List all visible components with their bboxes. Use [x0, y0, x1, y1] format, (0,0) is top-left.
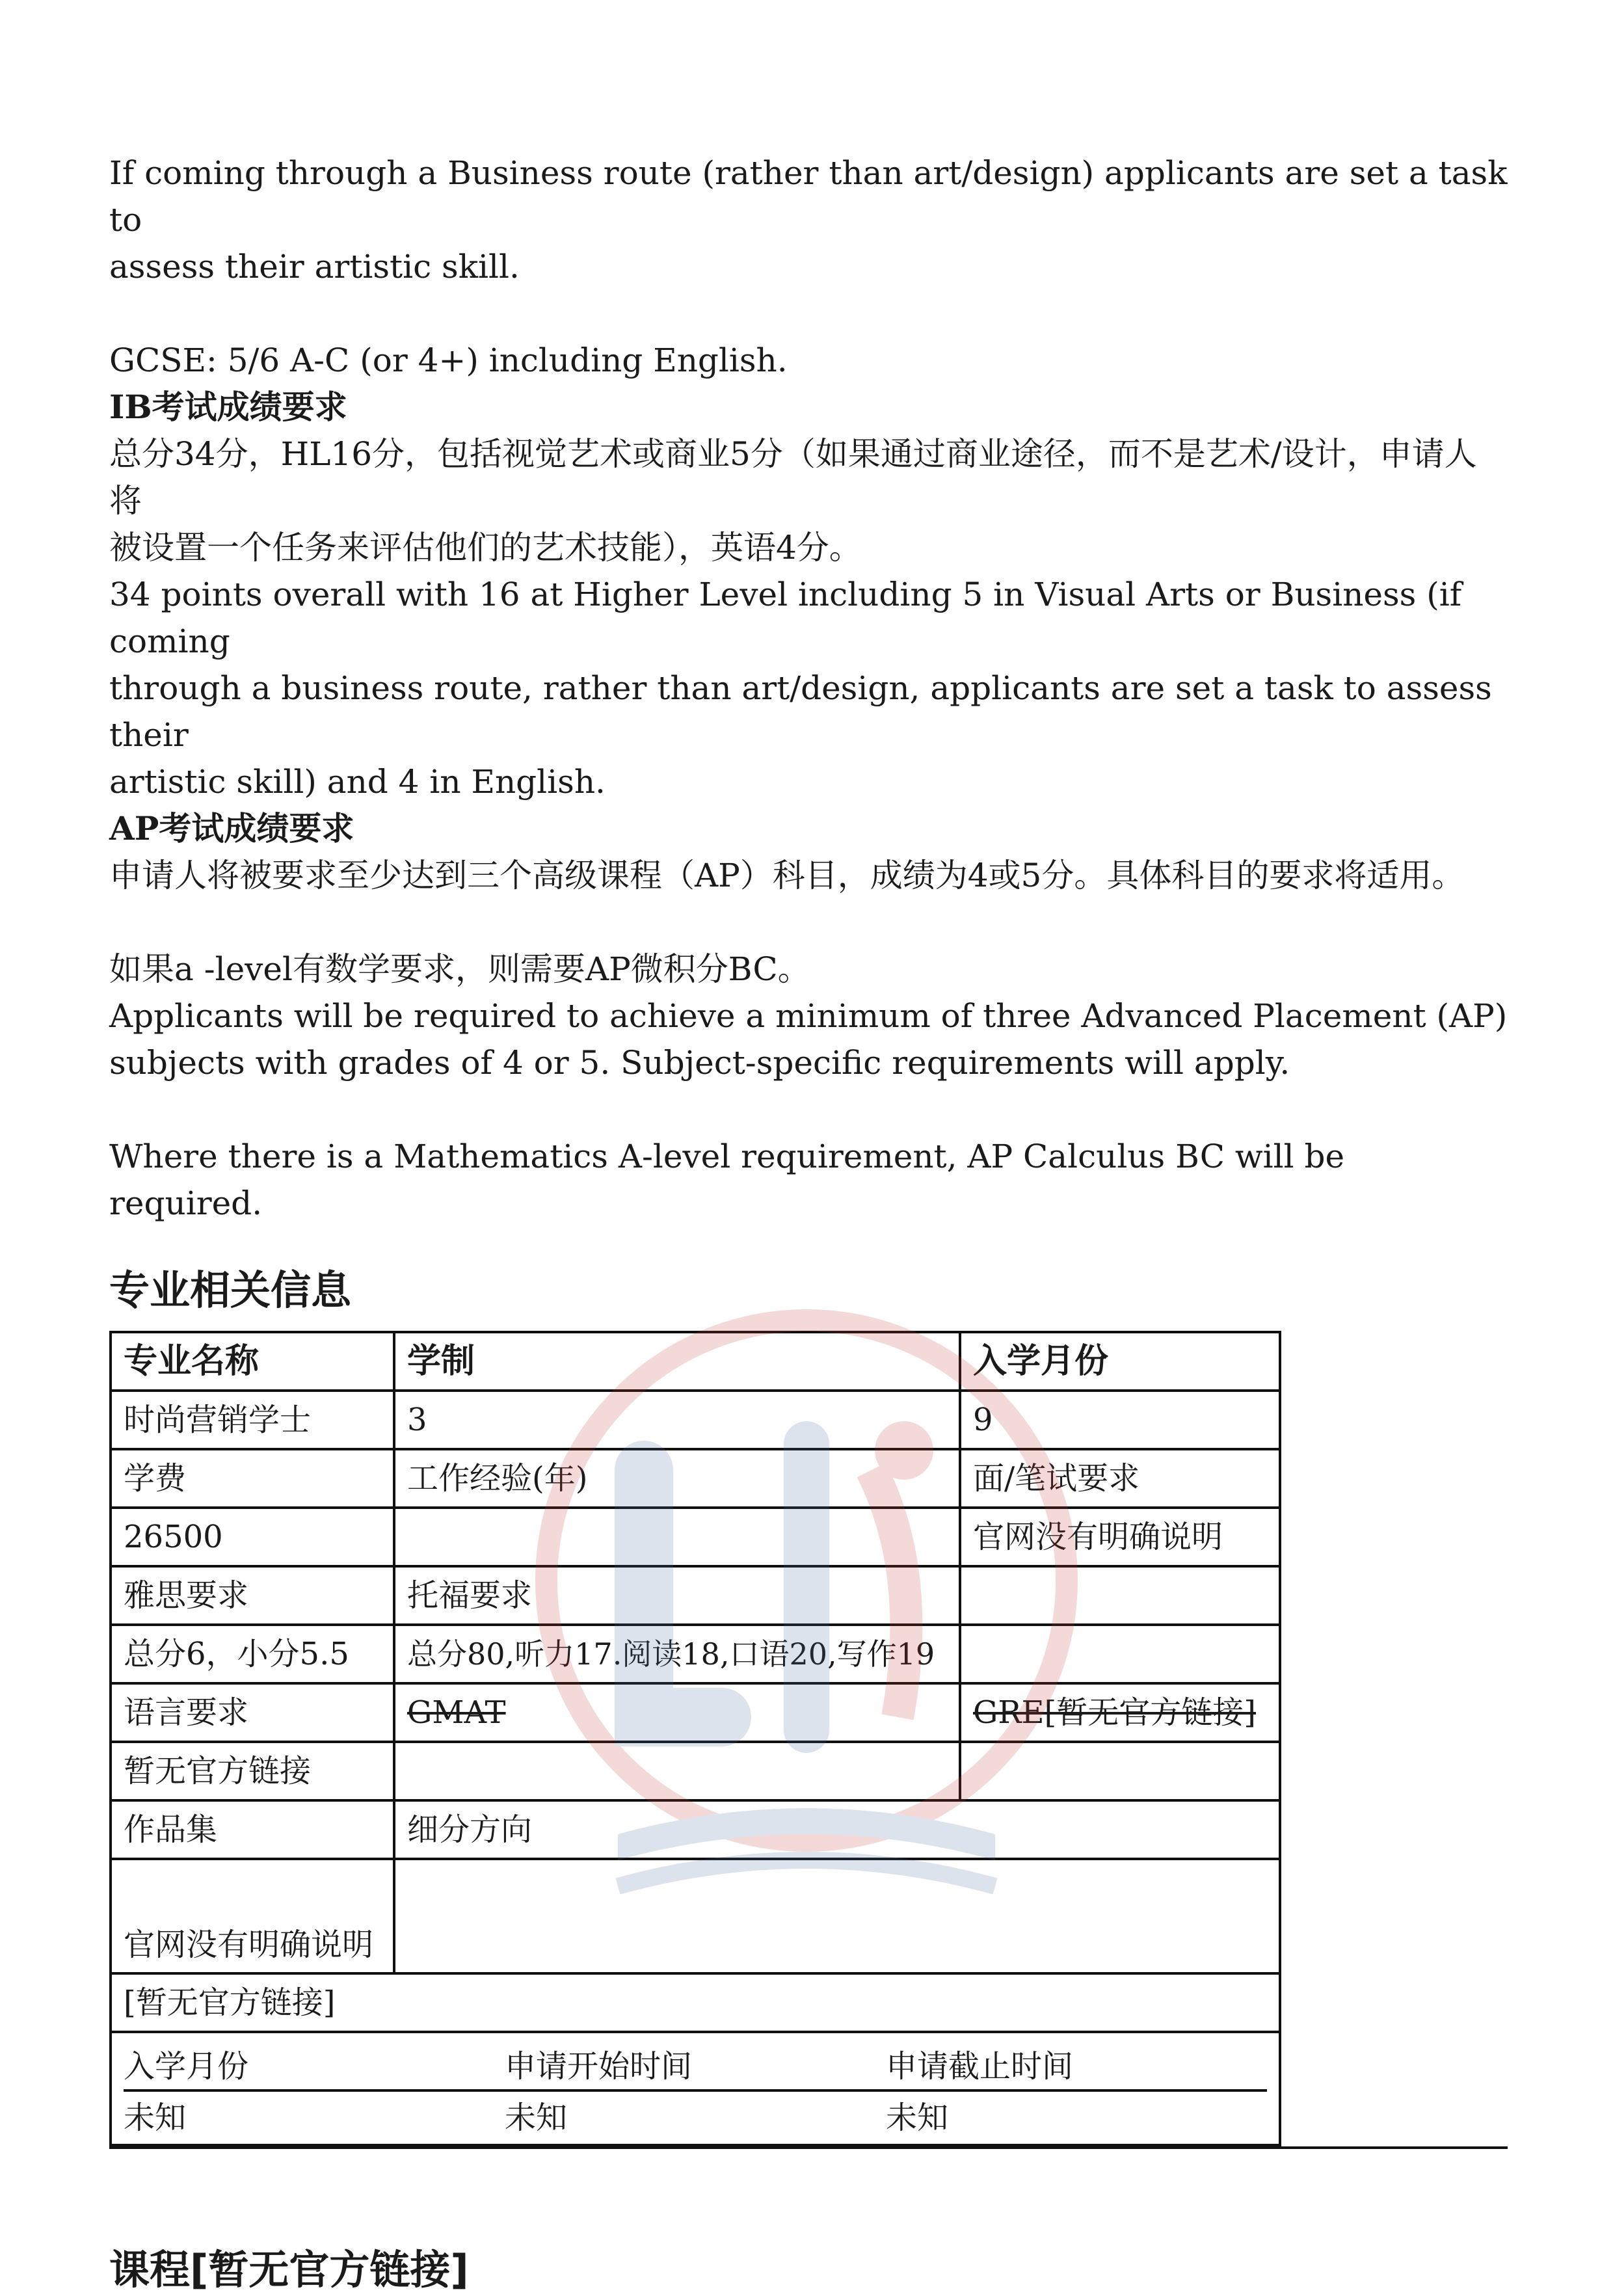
table-cell — [394, 1742, 960, 1800]
table-row — [111, 2032, 1280, 2145]
paragraph-line — [109, 899, 1508, 946]
section-title-courses: 课程[暂无官方链接] — [109, 2246, 469, 2293]
paragraph-line: If coming through a Business route (rather than art/design) applicants are set a task to — [109, 154, 1518, 239]
table-row — [111, 1391, 1280, 1449]
header-cell: 专业名称 — [111, 1332, 394, 1391]
subtable-header: 申请截止时间 — [886, 2044, 1267, 2092]
table-cell: 26500 — [111, 1508, 394, 1566]
paragraph-line: GCSE: 5/6 A-C (or 4+) including English. — [109, 341, 788, 379]
table-cell: [暂无官方链接] — [111, 1973, 1280, 2032]
paragraph-line: 如果a -level有数学要求，则需要AP微积分BC。 — [109, 950, 810, 988]
table-row — [111, 1508, 1280, 1566]
table-row — [111, 1449, 1280, 1508]
gre-label: GRE[暂无官方链接] — [973, 1694, 1256, 1731]
paragraph-line — [109, 290, 1508, 337]
table-cell — [960, 1742, 1280, 1800]
document-page — [109, 150, 1518, 2296]
gmat-label: GMAT — [407, 1694, 506, 1731]
table-cell: 面/笔试要求 — [960, 1449, 1280, 1508]
table-cell: 学费 — [111, 1449, 394, 1508]
subtable-column — [886, 2044, 1267, 2144]
section-heading: AP考试成绩要求 — [109, 809, 354, 848]
paragraph-line: through a business route, rather than art/design, applicants are set a task to assess their — [109, 669, 1502, 754]
table-cell — [394, 1859, 1280, 1973]
section-title-program-info: 专业相关信息 — [109, 1266, 352, 1314]
paragraph-line: 申请人将被要求至少达到三个高级课程（AP）科目，成绩为4或5分。具体科目的要求将适用。 — [109, 857, 1465, 894]
subtable-header: 入学月份 — [124, 2044, 505, 2092]
table-cell: 总分80,听力17.阅读18,口语20,写作19 — [394, 1625, 960, 1683]
table-cell: 总分6，小分5.5 — [111, 1625, 394, 1683]
table-row — [111, 1683, 1280, 1742]
program-info-table — [109, 1331, 1281, 2146]
intake-subtable-cell — [111, 2032, 1280, 2145]
subtable-column — [505, 2044, 886, 2144]
paragraph-line: assess their artistic skill. — [109, 248, 520, 286]
table-cell: 作品集 — [111, 1800, 394, 1859]
header-cell: 入学月份 — [960, 1332, 1280, 1391]
table-row — [111, 1566, 1280, 1625]
subtable-column — [124, 2044, 505, 2144]
section-divider — [109, 2146, 1508, 2149]
table-cell — [960, 1625, 1280, 1683]
table-row — [111, 1625, 1280, 1683]
paragraph-line: 34 points overall with 16 at Higher Level including 5 in Visual Arts or Business (if coming — [109, 576, 1473, 660]
table-cell — [960, 1566, 1280, 1625]
table-row — [111, 1973, 1280, 2032]
table-row — [111, 1800, 1280, 1859]
subtable-value: 未知 — [124, 2100, 187, 2136]
paragraph-line — [109, 1086, 1508, 1133]
table-row — [111, 1332, 1280, 1391]
section-heading: IB考试成绩要求 — [109, 388, 347, 426]
paragraph-line: artistic skill) and 4 in English. — [109, 763, 606, 801]
table-cell: 雅思要求 — [111, 1566, 394, 1625]
table-row — [111, 1859, 1280, 1973]
table-cell: 官网没有明确说明 — [960, 1508, 1280, 1566]
paragraph-line: 总分34分，HL16分，包括视觉艺术或商业5分（如果通过商业途径，而不是艺术/设计，申请人将 — [109, 435, 1477, 520]
intake-subtable — [124, 2037, 1267, 2144]
table-cell: 工作经验(年) — [394, 1449, 960, 1508]
paragraph-line: Applicants will be required to achieve a minimum of three Advanced Placement (AP) — [109, 997, 1508, 1035]
paragraph-line: 被设置一个任务来评估他们的艺术技能），英语4分。 — [109, 529, 862, 567]
table-cell: 暂无官方链接 — [111, 1742, 394, 1800]
table-cell: 细分方向 — [394, 1800, 1280, 1859]
table-cell: 官网没有明确说明 — [111, 1859, 394, 1973]
table-cell: 3 — [394, 1391, 960, 1449]
header-cell: 学制 — [394, 1332, 960, 1391]
paragraph-line: Where there is a Mathematics A-level requirement, AP Calculus BC will be required. — [109, 1138, 1355, 1222]
subtable-value: 未知 — [886, 2100, 949, 2136]
table-cell: 托福要求 — [394, 1566, 960, 1625]
table-cell: 语言要求 — [111, 1683, 394, 1742]
subtable-value: 未知 — [505, 2100, 568, 2136]
table-row — [111, 1742, 1280, 1800]
table-cell — [394, 1508, 960, 1566]
table-cell — [960, 1683, 1280, 1742]
table-cell: 时尚营销学士 — [111, 1391, 394, 1449]
paragraph-line: subjects with grades of 4 or 5. Subject-specific requirements will apply. — [109, 1044, 1290, 1082]
table-cell: 9 — [960, 1391, 1280, 1449]
table-cell — [394, 1683, 960, 1742]
requirements-text — [109, 150, 1518, 1227]
subtable-header: 申请开始时间 — [505, 2044, 886, 2092]
